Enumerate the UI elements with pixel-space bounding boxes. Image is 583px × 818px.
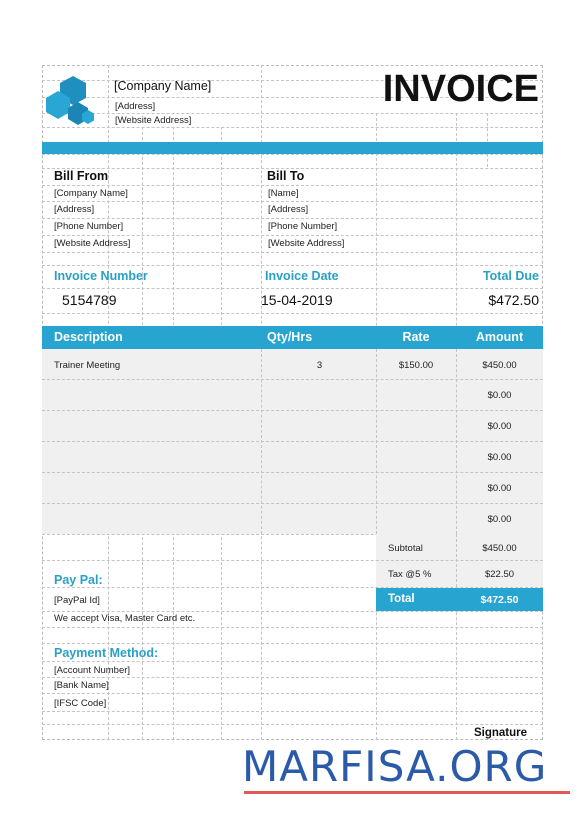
bill-to-name: [Name] <box>268 188 299 199</box>
total-due-value: $472.50 <box>488 292 539 308</box>
table-row-amount: $0.00 <box>487 514 512 525</box>
bank-name: [Bank Name] <box>54 680 109 691</box>
invoice-number-label: Invoice Number <box>54 269 148 283</box>
table-row-qty: 3 <box>316 360 323 371</box>
bill-from-website: [Website Address] <box>54 238 131 249</box>
bill-to-phone: [Phone Number] <box>268 221 338 232</box>
header-address: [Address] <box>115 101 156 112</box>
subtotal-value: $450.00 <box>482 543 517 554</box>
bill-to-heading: Bill To <box>267 169 305 183</box>
table-row-amount: $0.00 <box>487 390 512 401</box>
invoice-title: INVOICE <box>382 68 539 110</box>
bill-to-address: [Address] <box>268 204 309 215</box>
table-row-description: Trainer Meeting <box>54 360 121 371</box>
table-row-amount: $0.00 <box>487 452 512 463</box>
column-header-rate: Rate <box>402 330 430 344</box>
table-row-amount: $0.00 <box>487 483 512 494</box>
company-logo-icon <box>44 74 102 126</box>
table-row-amount: $450.00 <box>482 360 517 371</box>
ifsc-code: [IFSC Code] <box>54 698 107 709</box>
top-accent-band <box>42 142 543 154</box>
column-header-description: Description <box>54 330 123 344</box>
header-website: [Website Address] <box>115 115 192 126</box>
tax-label: Tax @5 % <box>388 569 432 580</box>
bill-from-company: [Company Name] <box>54 188 128 199</box>
table-row-amount: $0.00 <box>487 421 512 432</box>
invoice-date-label: Invoice Date <box>265 269 339 283</box>
subtotal-label: Subtotal <box>388 543 423 554</box>
bill-from-heading: Bill From <box>54 169 109 183</box>
header-company-name: [Company Name] <box>114 79 212 93</box>
table-row-rate: $150.00 <box>398 360 434 371</box>
paypal-note: We accept Visa, Master Card etc. <box>54 613 196 624</box>
paypal-id: [PayPal Id] <box>54 595 100 606</box>
total-due-label: Total Due <box>482 269 539 283</box>
invoice-date-value: 15-04-2019 <box>261 292 333 308</box>
tax-value: $22.50 <box>484 569 515 580</box>
signature-label: Signature <box>474 727 528 739</box>
column-header-amount: Amount <box>475 330 524 344</box>
total-label: Total <box>388 593 415 605</box>
watermark-logo: MARFISA.ORG <box>242 742 548 791</box>
paypal-heading: Pay Pal: <box>54 573 103 587</box>
bill-from-phone: [Phone Number] <box>54 221 124 232</box>
bill-to-website: [Website Address] <box>268 238 345 249</box>
payment-method-heading: Payment Method: <box>54 646 159 660</box>
watermark-underline <box>244 791 570 794</box>
column-header-qty: Qty/Hrs <box>267 330 313 344</box>
invoice-number-value: 5154789 <box>62 292 117 308</box>
bill-from-address: [Address] <box>54 204 95 215</box>
account-number: [Account Number] <box>54 665 131 676</box>
total-value: $472.50 <box>480 594 519 606</box>
